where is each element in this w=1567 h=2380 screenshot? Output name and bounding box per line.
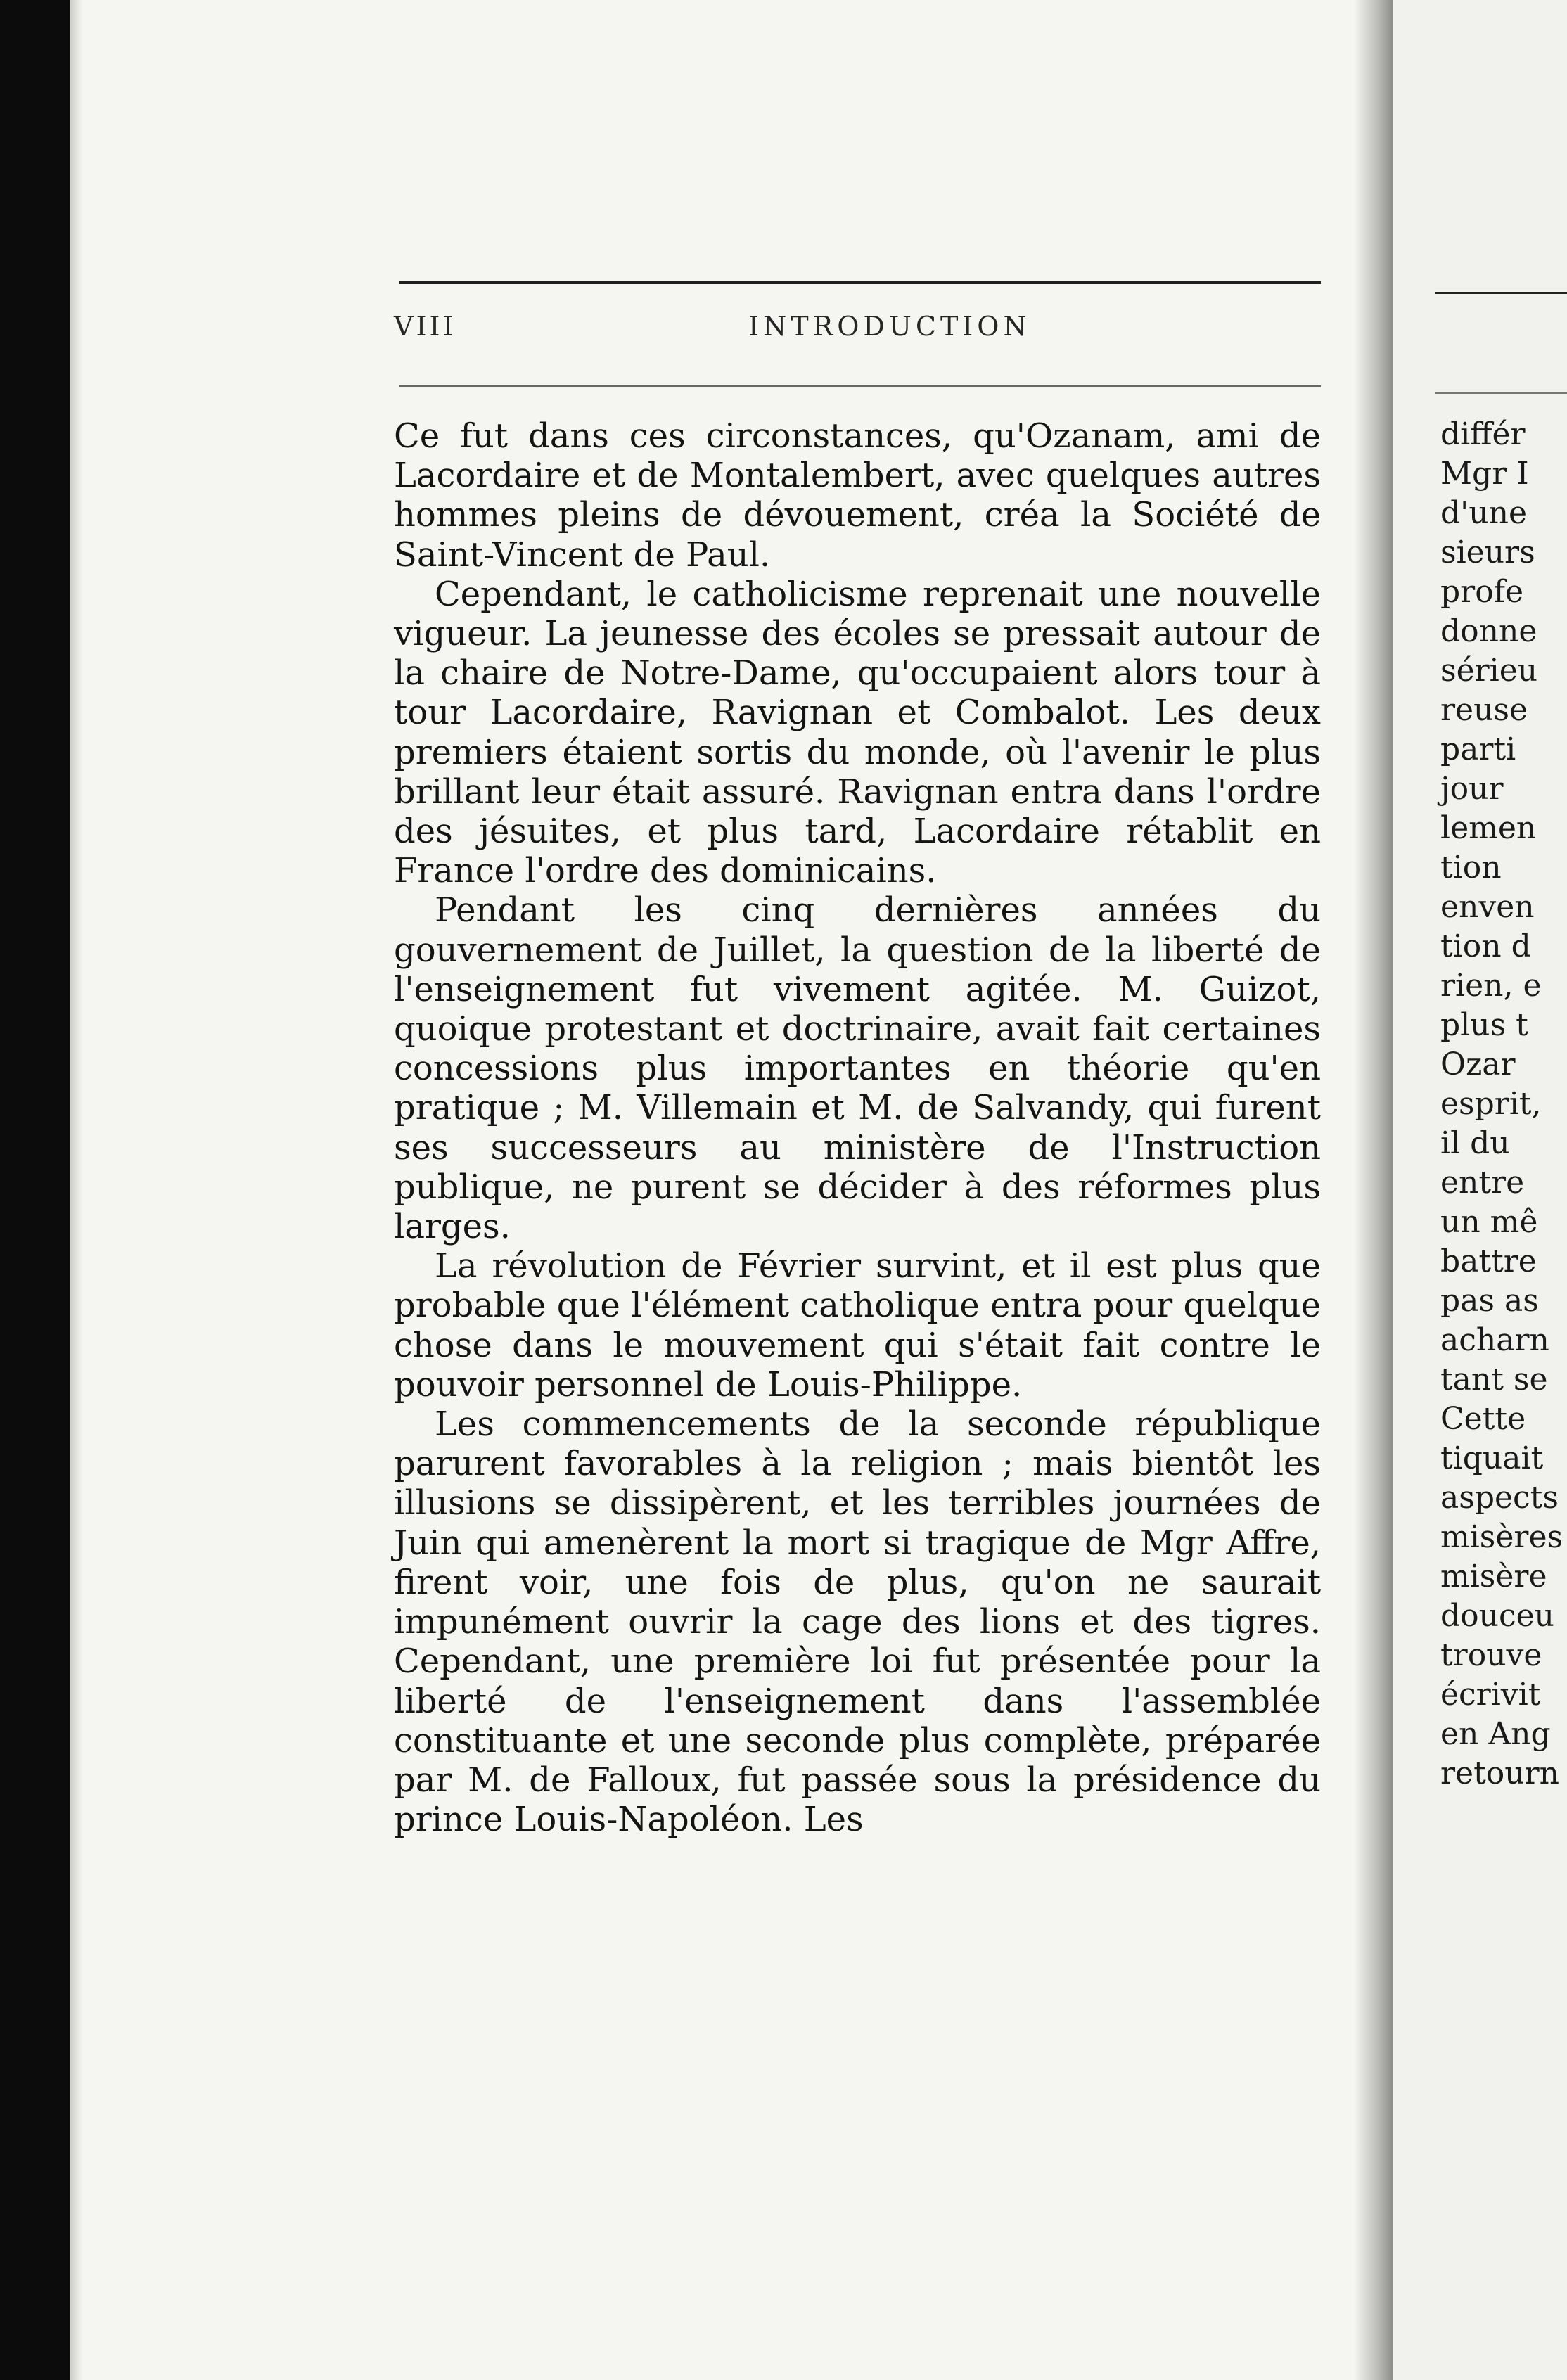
adjacent-line: un mê [1440,1204,1538,1240]
adjacent-line: rien, e [1440,968,1542,1004]
adjacent-line: lemen [1440,810,1537,846]
adjacent-line: tant se [1440,1362,1548,1397]
paragraph: La révolution de Février survint, et il est plus que probable que l'élément catholique entra pour quelque chose dans le mouvement qui s'était fait contre le pouvoir personnel de Louis-Philippe. [394,1246,1321,1405]
adjacent-line: enven [1440,889,1535,925]
adjacent-line: en Ang [1440,1716,1551,1752]
adjacent-header-rule-bottom [1435,392,1567,394]
adjacent-line: retourn [1440,1755,1559,1791]
adjacent-line: misère [1440,1559,1547,1594]
adjacent-line: reuse [1440,692,1528,728]
adjacent-line: d'une [1440,495,1527,531]
adjacent-line: profe [1440,574,1524,610]
adjacent-line: esprit, [1440,1086,1542,1122]
adjacent-line: tion [1440,850,1502,885]
adjacent-line: trouve [1440,1637,1542,1673]
page-gutter-shade [70,0,83,2380]
body-text [394,416,1321,1839]
adjacent-line: aspects [1440,1480,1559,1516]
adjacent-line: tion d [1440,928,1531,964]
adjacent-line: tiquait [1440,1440,1544,1476]
adjacent-line: acharn [1440,1322,1549,1358]
adjacent-line: entre [1440,1165,1525,1201]
adjacent-line: parti [1440,731,1516,767]
running-title: INTRODUCTION [748,311,1031,342]
adjacent-header-rule-top [1435,292,1567,294]
adjacent-page-text [1440,415,1563,1793]
page-number: VIII [394,311,456,342]
header-rule-top [399,281,1321,284]
header-rule-bottom [399,385,1321,387]
adjacent-line: donne [1440,613,1537,649]
paragraph: Ce fut dans ces circonstances, qu'Ozanam, ami de Lacordaire et de Montalembert, avec quelques autres hommes pleins de dévouement, créa la Société de Saint-Vincent de Paul. [394,416,1321,575]
adjacent-line: douceu [1440,1598,1555,1634]
adjacent-line: il du [1440,1125,1510,1161]
adjacent-line: Ozar [1440,1047,1516,1082]
adjacent-line: écrivit [1440,1677,1541,1713]
adjacent-line: pas as [1440,1283,1539,1319]
paragraph: Pendant les cinq dernières années du gouvernement de Juillet, la question de la liberté de l'enseignement fut vivement agitée. M. Guizot, quoique protestant et doctrinaire, avait fait certaines concessions plus importantes en théorie qu'en pratique ; M. Villemain et M. de Salvandy, qui furent ses successeurs au ministère de l'Instruction publique, ne purent se décider à des réformes plus larges. [394,890,1321,1247]
adjacent-line: différ [1440,416,1526,452]
adjacent-line: battre [1440,1243,1537,1279]
paragraph: Cependant, le catholicisme reprenait une nouvelle vigueur. La jeunesse des écoles se pressait autour de la chaire de Notre-Dame, qu'occupaient alors tour à tour Lacordaire, Ravignan et Combalot. Les deux premiers étaient sortis du monde, où l'avenir le plus brillant leur était assuré. Ravignan entra dans l'ordre des jésuites, et plus tard, Lacordaire rétablit en France l'ordre des dominicains. [394,574,1321,891]
adjacent-line: misères [1440,1519,1563,1555]
adjacent-line: sérieu [1440,653,1538,689]
page-fold-shadow [1354,0,1393,2380]
adjacent-line: plus t [1440,1007,1528,1043]
scan-left-margin [0,0,70,2380]
adjacent-line: sieurs [1440,535,1535,570]
adjacent-line: Cette [1440,1401,1526,1437]
adjacent-line: Mgr I [1440,456,1529,492]
adjacent-page [1393,0,1567,2380]
paragraph: Les commencements de la seconde république parurent favorables à la religion ; mais bientôt les illusions se dissipèrent, et les terribles journées de Juin qui amenèrent la mort si tragique de Mgr Affre, firent voir, une fois de plus, qu'on ne saurait impunément ouvrir la cage des lions et des tigres. Cependant, une première loi fut présentée pour la liberté de l'enseignement dans l'assemblée constituante et une seconde plus complète, préparée par M. de Falloux, fut passée sous la présidence du prince Louis-Napoléon. Les [394,1405,1321,1840]
adjacent-line: jour [1440,771,1504,807]
